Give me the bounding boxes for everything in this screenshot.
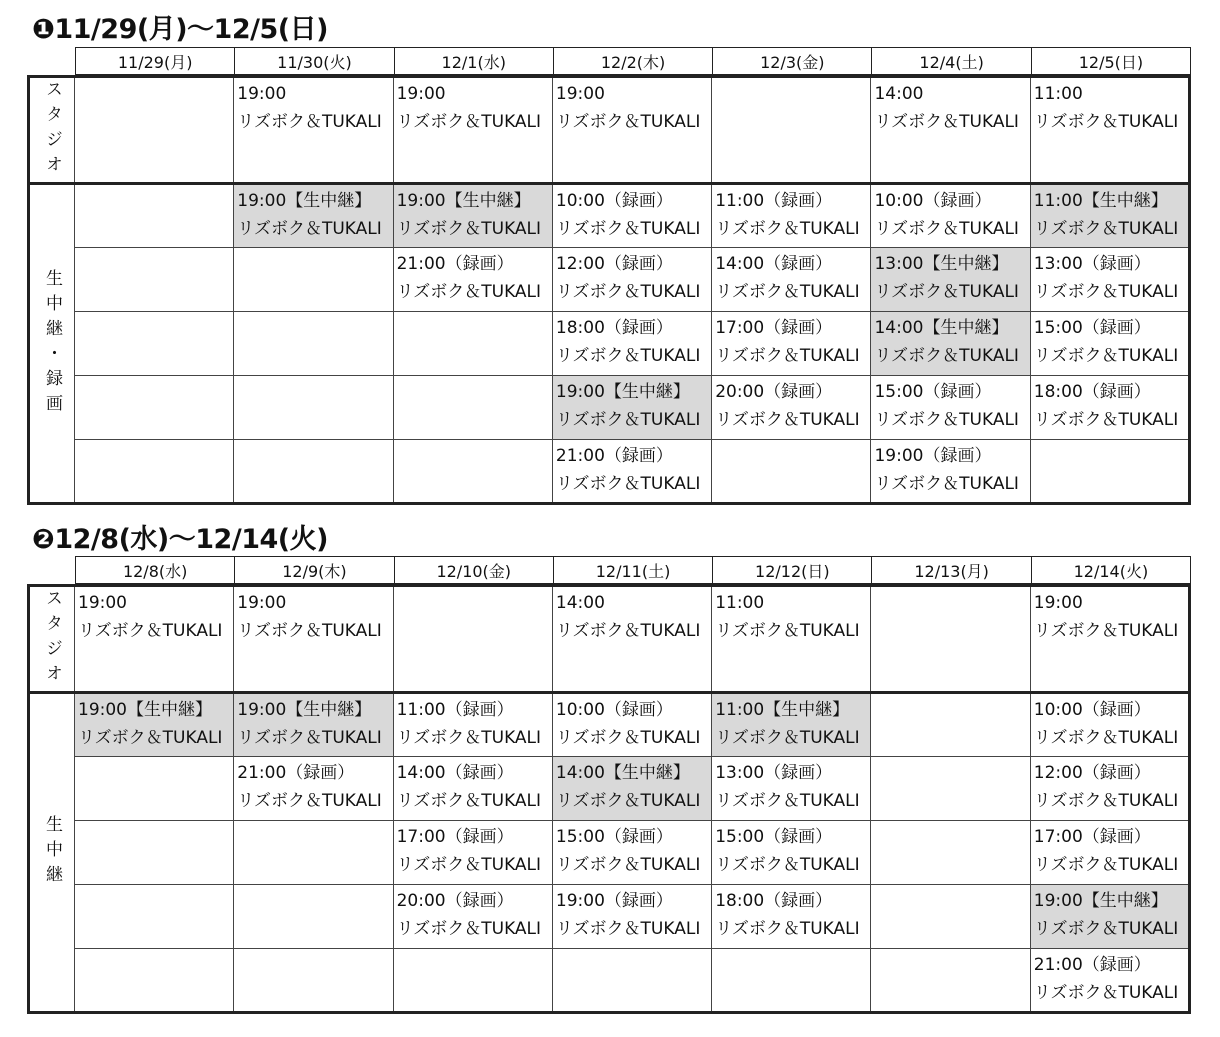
event-name: リズボク＆TUKALI bbox=[1033, 282, 1179, 302]
live-row bbox=[29, 184, 1190, 248]
schedule-cell bbox=[871, 184, 1030, 248]
event-time: 19:00【生中継】 bbox=[396, 191, 531, 211]
event-time: 18:00（録画） bbox=[555, 318, 673, 338]
event-name: リズボク＆TUKALI bbox=[715, 346, 860, 366]
schedule-cell-empty bbox=[393, 440, 552, 504]
schedule-cell bbox=[1030, 248, 1189, 312]
schedule-cell bbox=[871, 77, 1030, 184]
event-time: 11:00【生中継】 bbox=[1033, 191, 1168, 211]
event-name: リズボク＆TUKALI bbox=[78, 621, 223, 641]
event-time: 19:00（録画） bbox=[555, 891, 673, 911]
schedule-cell bbox=[393, 821, 552, 885]
schedule-cell-empty bbox=[871, 586, 1030, 693]
event-time: 19:00 bbox=[555, 84, 605, 104]
event-time: 21:00（録画） bbox=[237, 763, 355, 783]
schedule-cell bbox=[234, 77, 393, 184]
schedule-cell bbox=[234, 757, 393, 821]
event-name: リズボク＆TUKALI bbox=[715, 728, 860, 748]
event-name: リズボク＆TUKALI bbox=[715, 621, 860, 641]
schedule-cell-empty bbox=[234, 248, 393, 312]
event-name: リズボク＆TUKALI bbox=[874, 346, 1019, 366]
schedule-cell-live bbox=[75, 693, 234, 757]
event-time: 17:00（録画） bbox=[396, 827, 514, 847]
event-time: 19:00【生中継】 bbox=[237, 700, 372, 720]
event-time: 12:00（録画） bbox=[555, 254, 673, 274]
event-name: リズボク＆TUKALI bbox=[555, 219, 701, 239]
event-name: リズボク＆TUKALI bbox=[1033, 919, 1179, 939]
day-header: 12/4(土) bbox=[872, 48, 1031, 75]
event-name: リズボク＆TUKALI bbox=[555, 410, 701, 430]
event-time: 19:00 bbox=[1033, 593, 1083, 613]
schedule-cell-live bbox=[1030, 184, 1189, 248]
schedule-cell bbox=[712, 757, 871, 821]
week-2-day-header bbox=[75, 556, 1191, 584]
week-2-schedule-grid bbox=[27, 584, 1191, 1014]
event-name: リズボク＆TUKALI bbox=[1033, 219, 1179, 239]
schedule-cell-empty bbox=[75, 248, 234, 312]
event-time: 14:00【生中継】 bbox=[874, 318, 1009, 338]
schedule-cell-live bbox=[871, 312, 1030, 376]
event-time: 19:00【生中継】 bbox=[1033, 891, 1168, 911]
schedule-cell-empty bbox=[75, 312, 234, 376]
schedule-cell-live bbox=[234, 184, 393, 248]
event-name: リズボク＆TUKALI bbox=[1033, 346, 1179, 366]
event-name: リズボク＆TUKALI bbox=[874, 410, 1019, 430]
schedule-cell-live bbox=[393, 184, 552, 248]
event-name: リズボク＆TUKALI bbox=[1033, 983, 1179, 1003]
event-name: リズボク＆TUKALI bbox=[237, 621, 382, 641]
schedule-cell-empty bbox=[393, 376, 552, 440]
event-name: リズボク＆TUKALI bbox=[237, 219, 382, 239]
schedule-cell-live bbox=[234, 693, 393, 757]
schedule-cell-live bbox=[552, 757, 711, 821]
event-time: 21:00（録画） bbox=[1033, 955, 1151, 975]
day-header: 12/10(金) bbox=[394, 557, 553, 584]
event-name: リズボク＆TUKALI bbox=[1033, 855, 1179, 875]
schedule-cell-live bbox=[712, 693, 871, 757]
event-time: 15:00（録画） bbox=[1033, 318, 1151, 338]
schedule-cell bbox=[871, 376, 1030, 440]
schedule-cell-empty bbox=[393, 312, 552, 376]
schedule-cell bbox=[393, 248, 552, 312]
event-time: 19:00 bbox=[78, 593, 127, 613]
week-2-section bbox=[0, 508, 1220, 1037]
schedule-cell-empty bbox=[75, 376, 234, 440]
row-group-label-text: スタジオ bbox=[42, 589, 62, 689]
schedule-cell bbox=[552, 693, 711, 757]
event-name: リズボク＆TUKALI bbox=[555, 791, 701, 811]
schedule-cell-empty bbox=[871, 757, 1030, 821]
event-time: 21:00（録画） bbox=[396, 254, 514, 274]
schedule-cell-empty bbox=[75, 184, 234, 248]
event-time: 19:00【生中継】 bbox=[555, 382, 690, 402]
schedule-cell bbox=[552, 77, 711, 184]
event-name: リズボク＆TUKALI bbox=[715, 791, 860, 811]
row-group-label-text: 生中継・録画 bbox=[42, 268, 62, 419]
event-name: リズボク＆TUKALI bbox=[237, 112, 382, 132]
event-time: 11:00（録画） bbox=[715, 191, 833, 211]
event-name: リズボク＆TUKALI bbox=[715, 282, 860, 302]
event-time: 11:00 bbox=[1033, 84, 1083, 104]
event-name: リズボク＆TUKALI bbox=[396, 282, 542, 302]
event-name: リズボク＆TUKALI bbox=[396, 791, 542, 811]
event-time: 13:00【生中継】 bbox=[874, 254, 1009, 274]
event-name: リズボク＆TUKALI bbox=[1033, 621, 1179, 641]
event-name: リズボク＆TUKALI bbox=[78, 728, 223, 748]
day-header: 12/12(日) bbox=[713, 557, 872, 584]
schedule-cell-empty bbox=[393, 586, 552, 693]
event-time: 14:00【生中継】 bbox=[555, 763, 690, 783]
event-name: リズボク＆TUKALI bbox=[237, 791, 382, 811]
event-name: リズボク＆TUKALI bbox=[715, 855, 860, 875]
event-time: 19:00 bbox=[237, 84, 287, 104]
day-header: 12/9(木) bbox=[235, 557, 394, 584]
schedule-cell-empty bbox=[234, 949, 393, 1013]
live-row bbox=[29, 949, 1190, 1013]
schedule-cell-empty bbox=[712, 440, 871, 504]
event-name: リズボク＆TUKALI bbox=[555, 621, 701, 641]
day-header: 12/13(月) bbox=[872, 557, 1031, 584]
event-time: 21:00（録画） bbox=[555, 446, 673, 466]
event-time: 13:00（録画） bbox=[715, 763, 833, 783]
event-time: 19:00【生中継】 bbox=[237, 191, 372, 211]
event-name: リズボク＆TUKALI bbox=[237, 728, 382, 748]
week-1-day-header bbox=[75, 47, 1191, 75]
schedule-cell bbox=[712, 312, 871, 376]
event-name: リズボク＆TUKALI bbox=[1033, 410, 1179, 430]
day-header: 12/2(木) bbox=[553, 48, 712, 75]
day-header: 12/11(土) bbox=[553, 557, 712, 584]
event-time: 19:00 bbox=[396, 84, 446, 104]
week-1-schedule-grid bbox=[27, 75, 1191, 505]
event-time: 18:00（録画） bbox=[715, 891, 833, 911]
schedule-cell bbox=[552, 821, 711, 885]
event-name: リズボク＆TUKALI bbox=[555, 728, 701, 748]
schedule-cell-empty bbox=[871, 885, 1030, 949]
schedule-cell-live bbox=[1030, 885, 1189, 949]
schedule-cell-empty bbox=[552, 949, 711, 1013]
schedule-cell bbox=[712, 184, 871, 248]
schedule-cell-empty bbox=[712, 77, 871, 184]
schedule-cell bbox=[1030, 757, 1189, 821]
studio-row bbox=[29, 586, 1190, 693]
event-time: 17:00（録画） bbox=[1033, 827, 1151, 847]
schedule-cell bbox=[393, 885, 552, 949]
schedule-cell-empty bbox=[75, 821, 234, 885]
event-name: リズボク＆TUKALI bbox=[715, 410, 860, 430]
day-header: 12/3(金) bbox=[713, 48, 872, 75]
schedule-cell bbox=[1030, 586, 1189, 693]
event-name: リズボク＆TUKALI bbox=[1033, 112, 1179, 132]
schedule-cell-empty bbox=[1030, 440, 1189, 504]
event-time: 14:00 bbox=[874, 84, 924, 104]
event-time: 11:00（録画） bbox=[396, 700, 514, 720]
week-1-title: ❶11/29(月)〜12/5(日) bbox=[32, 14, 328, 45]
event-name: リズボク＆TUKALI bbox=[396, 728, 542, 748]
event-time: 13:00（録画） bbox=[1033, 254, 1151, 274]
live-row bbox=[29, 248, 1190, 312]
event-time: 10:00（録画） bbox=[874, 191, 992, 211]
schedule-cell bbox=[712, 821, 871, 885]
row-group-label bbox=[29, 77, 75, 184]
event-time: 14:00（録画） bbox=[715, 254, 833, 274]
schedule-cell bbox=[75, 586, 234, 693]
event-name: リズボク＆TUKALI bbox=[1033, 728, 1179, 748]
schedule-cell-empty bbox=[75, 440, 234, 504]
schedule-cell bbox=[1030, 376, 1189, 440]
schedule-cell bbox=[1030, 949, 1189, 1013]
event-name: リズボク＆TUKALI bbox=[396, 112, 542, 132]
day-header: 12/14(火) bbox=[1031, 557, 1190, 584]
schedule-cell bbox=[552, 184, 711, 248]
schedule-cell-empty bbox=[712, 949, 871, 1013]
event-time: 15:00（録画） bbox=[555, 827, 673, 847]
event-time: 11:00【生中継】 bbox=[715, 700, 850, 720]
schedule-cell bbox=[1030, 693, 1189, 757]
event-name: リズボク＆TUKALI bbox=[715, 219, 860, 239]
live-row bbox=[29, 440, 1190, 504]
event-time: 19:00 bbox=[237, 593, 287, 613]
row-group-label bbox=[29, 586, 75, 693]
event-time: 20:00（録画） bbox=[715, 382, 833, 402]
event-name: リズボク＆TUKALI bbox=[874, 219, 1019, 239]
event-name: リズボク＆TUKALI bbox=[396, 855, 542, 875]
live-row bbox=[29, 376, 1190, 440]
row-group-label-text: 生中継 bbox=[42, 815, 62, 890]
schedule-cell bbox=[552, 885, 711, 949]
row-group-label bbox=[29, 693, 75, 1013]
schedule-cell bbox=[393, 693, 552, 757]
event-name: リズボク＆TUKALI bbox=[555, 112, 701, 132]
schedule-cell bbox=[552, 586, 711, 693]
event-time: 14:00（録画） bbox=[396, 763, 514, 783]
schedule-cell bbox=[871, 440, 1030, 504]
day-header: 11/29(月) bbox=[76, 48, 235, 75]
schedule-cell bbox=[1030, 821, 1189, 885]
schedule-cell bbox=[712, 885, 871, 949]
schedule-cell-empty bbox=[234, 821, 393, 885]
event-name: リズボク＆TUKALI bbox=[874, 474, 1019, 494]
event-time: 10:00（録画） bbox=[1033, 700, 1151, 720]
day-header: 12/5(日) bbox=[1031, 48, 1190, 75]
schedule-cell-empty bbox=[75, 949, 234, 1013]
schedule-cell-empty bbox=[871, 693, 1030, 757]
schedule-cell-empty bbox=[75, 885, 234, 949]
schedule-cell-empty bbox=[234, 312, 393, 376]
event-time: 10:00（録画） bbox=[555, 700, 673, 720]
schedule-cell-empty bbox=[75, 77, 234, 184]
event-time: 12:00（録画） bbox=[1033, 763, 1151, 783]
event-time: 11:00 bbox=[715, 593, 765, 613]
week-2-title: ❷12/8(水)〜12/14(火) bbox=[32, 524, 328, 555]
schedule-cell-empty bbox=[871, 821, 1030, 885]
event-name: リズボク＆TUKALI bbox=[874, 112, 1019, 132]
event-name: リズボク＆TUKALI bbox=[715, 919, 860, 939]
schedule-cell bbox=[712, 248, 871, 312]
schedule-cell-live bbox=[871, 248, 1030, 312]
schedule-cell-empty bbox=[234, 885, 393, 949]
schedule-cell bbox=[712, 376, 871, 440]
schedule-cell bbox=[552, 248, 711, 312]
week-1-section bbox=[0, 0, 1220, 510]
event-time: 15:00（録画） bbox=[715, 827, 833, 847]
event-time: 19:00（録画） bbox=[874, 446, 992, 466]
studio-row bbox=[29, 77, 1190, 184]
schedule-cell-empty bbox=[234, 376, 393, 440]
schedule-cell-empty bbox=[75, 757, 234, 821]
event-time: 17:00（録画） bbox=[715, 318, 833, 338]
event-name: リズボク＆TUKALI bbox=[396, 219, 542, 239]
event-time: 20:00（録画） bbox=[396, 891, 514, 911]
day-header: 11/30(火) bbox=[235, 48, 394, 75]
live-row bbox=[29, 885, 1190, 949]
event-time: 15:00（録画） bbox=[874, 382, 992, 402]
day-header: 12/1(水) bbox=[394, 48, 553, 75]
schedule-cell-empty bbox=[871, 949, 1030, 1013]
schedule-cell-empty bbox=[393, 949, 552, 1013]
event-time: 18:00（録画） bbox=[1033, 382, 1151, 402]
day-header: 12/8(水) bbox=[76, 557, 235, 584]
schedule-cell bbox=[712, 586, 871, 693]
live-row bbox=[29, 821, 1190, 885]
schedule-cell bbox=[234, 586, 393, 693]
event-time: 10:00（録画） bbox=[555, 191, 673, 211]
row-group-label-text: スタジオ bbox=[42, 80, 62, 180]
schedule-cell-empty bbox=[234, 440, 393, 504]
event-name: リズボク＆TUKALI bbox=[555, 474, 701, 494]
event-name: リズボク＆TUKALI bbox=[396, 919, 542, 939]
event-name: リズボク＆TUKALI bbox=[874, 282, 1019, 302]
live-row bbox=[29, 312, 1190, 376]
event-name: リズボク＆TUKALI bbox=[1033, 791, 1179, 811]
schedule-cell bbox=[1030, 312, 1189, 376]
event-name: リズボク＆TUKALI bbox=[555, 346, 701, 366]
event-name: リズボク＆TUKALI bbox=[555, 855, 701, 875]
schedule-cell bbox=[552, 440, 711, 504]
event-time: 19:00【生中継】 bbox=[78, 700, 212, 720]
schedule-cell bbox=[393, 757, 552, 821]
event-time: 14:00 bbox=[555, 593, 605, 613]
event-name: リズボク＆TUKALI bbox=[555, 282, 701, 302]
schedule-cell bbox=[393, 77, 552, 184]
event-name: リズボク＆TUKALI bbox=[555, 919, 701, 939]
schedule-cell bbox=[1030, 77, 1189, 184]
schedule-cell-live bbox=[552, 376, 711, 440]
row-group-label bbox=[29, 184, 75, 504]
live-row bbox=[29, 757, 1190, 821]
schedule-cell bbox=[552, 312, 711, 376]
live-row bbox=[29, 693, 1190, 757]
